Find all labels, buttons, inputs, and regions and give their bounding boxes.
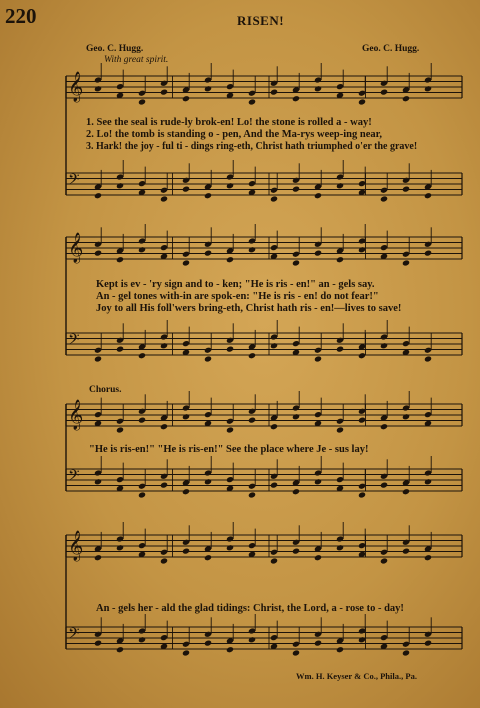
notehead <box>248 636 256 643</box>
lyric-line-1-2: 2. Lo! the tomb is standing o - pen, And the Ma-rys weep-ing near, <box>86 129 382 140</box>
notehead <box>226 646 234 653</box>
notehead <box>204 478 212 485</box>
composer-credit: Geo. C. Hugg. <box>362 44 420 54</box>
notehead <box>226 182 234 189</box>
notehead <box>94 192 102 199</box>
notehead <box>94 85 102 92</box>
notehead <box>402 186 410 193</box>
notehead <box>138 352 146 359</box>
notehead <box>270 89 278 96</box>
notehead <box>182 95 190 102</box>
notehead <box>292 548 300 555</box>
notehead <box>314 554 322 561</box>
notehead <box>270 195 278 202</box>
notehead <box>204 250 212 257</box>
notehead <box>314 355 322 362</box>
treble-clef-icon: 𝄞 <box>68 233 84 263</box>
notehead <box>402 548 410 555</box>
notehead <box>424 478 432 485</box>
notehead <box>402 259 410 266</box>
notehead <box>314 250 322 257</box>
bass-clef-icon: 𝄢 <box>68 171 80 192</box>
notehead <box>182 413 190 420</box>
notehead <box>358 98 366 105</box>
notehead <box>380 557 388 564</box>
notehead <box>380 89 388 96</box>
notehead <box>292 649 300 656</box>
notehead <box>402 413 410 420</box>
notehead <box>270 342 278 349</box>
notehead <box>424 192 432 199</box>
notehead <box>138 98 146 105</box>
notehead <box>402 649 410 656</box>
notehead <box>94 355 102 362</box>
notehead <box>226 544 234 551</box>
lyricist-credit: Geo. C. Hugg. <box>86 44 144 54</box>
notehead <box>94 250 102 257</box>
notehead <box>336 426 344 433</box>
hymn-title: RISEN! <box>237 13 285 28</box>
notehead <box>94 640 102 647</box>
notehead <box>204 554 212 561</box>
treble-clef-icon: 𝄞 <box>68 531 84 561</box>
notehead <box>270 557 278 564</box>
notehead <box>160 423 168 430</box>
notehead <box>380 423 388 430</box>
page-number: 220 <box>5 4 37 28</box>
treble-clef-icon: 𝄞 <box>68 72 84 102</box>
notehead <box>116 256 124 263</box>
notehead <box>358 636 366 643</box>
notehead <box>314 85 322 92</box>
notehead <box>116 346 124 353</box>
notehead <box>248 246 256 253</box>
notehead <box>336 256 344 263</box>
notehead <box>160 342 168 349</box>
notehead <box>292 186 300 193</box>
notehead <box>248 98 256 105</box>
notehead <box>248 417 256 424</box>
notehead <box>160 89 168 96</box>
notehead <box>182 186 190 193</box>
chorus-label: Chorus. <box>89 385 122 395</box>
notehead <box>424 554 432 561</box>
notehead <box>226 256 234 263</box>
notehead <box>138 417 146 424</box>
lyric-line-1-1: 1. See the seal is rude-ly brok-en! Lo! the stone is rolled a - way! <box>86 117 372 128</box>
notehead <box>380 342 388 349</box>
notehead <box>358 491 366 498</box>
bass-clef-icon: 𝄢 <box>68 625 80 646</box>
notehead <box>116 426 124 433</box>
notehead <box>270 423 278 430</box>
notehead <box>116 646 124 653</box>
notehead <box>424 355 432 362</box>
notehead <box>292 413 300 420</box>
notehead <box>182 259 190 266</box>
notehead <box>424 640 432 647</box>
notehead <box>402 95 410 102</box>
notehead <box>116 544 124 551</box>
notehead <box>138 246 146 253</box>
notehead <box>182 649 190 656</box>
notehead <box>160 195 168 202</box>
notehead <box>138 636 146 643</box>
notehead <box>380 482 388 489</box>
treble-clef-icon: 𝄞 <box>68 400 84 430</box>
notehead <box>204 192 212 199</box>
notehead <box>380 195 388 202</box>
notehead <box>358 246 366 253</box>
notehead <box>138 491 146 498</box>
notehead <box>182 488 190 495</box>
notehead <box>336 544 344 551</box>
notehead <box>336 346 344 353</box>
notehead <box>182 548 190 555</box>
notehead <box>292 488 300 495</box>
notehead <box>336 182 344 189</box>
notehead <box>204 640 212 647</box>
lyric-line-2-2: An - gel tones with-in are spok-en: "He is ris - en! do not fear!" <box>96 291 379 302</box>
notehead <box>160 557 168 564</box>
notehead <box>270 482 278 489</box>
notehead <box>116 182 124 189</box>
notehead <box>292 95 300 102</box>
notehead <box>94 478 102 485</box>
bass-clef-icon: 𝄢 <box>68 331 80 352</box>
notehead <box>358 417 366 424</box>
chorus-lyric-2: An - gels her - ald the glad tidings: Christ, the Lord, a - rose to - day! <box>96 603 404 614</box>
notehead <box>248 491 256 498</box>
notehead <box>94 554 102 561</box>
notehead <box>314 478 322 485</box>
notehead <box>402 488 410 495</box>
notehead <box>314 640 322 647</box>
notehead <box>424 85 432 92</box>
notehead <box>358 352 366 359</box>
notehead <box>248 352 256 359</box>
notehead <box>226 346 234 353</box>
publisher-imprint: Wm. H. Keyser & Co., Phila., Pa. <box>296 671 417 681</box>
notehead <box>292 259 300 266</box>
notehead <box>336 646 344 653</box>
notehead <box>204 85 212 92</box>
notehead <box>160 482 168 489</box>
notehead <box>424 250 432 257</box>
notehead <box>226 426 234 433</box>
notehead <box>204 355 212 362</box>
lyric-line-2-3: Joy to all His foll'wers bring-eth, Christ hath ris - en!—lives to save! <box>96 303 402 314</box>
notehead <box>314 192 322 199</box>
bass-clef-icon: 𝄢 <box>68 467 80 488</box>
tempo-marking: With great spirit. <box>104 55 169 65</box>
lyric-line-1-3: 3. Hark! the joy - ful ti - dings ring-eth, Christ hath triumphed o'er the grave! <box>86 141 418 152</box>
lyric-line-2-1: Kept is ev - 'ry sign and to - ken; "He is ris - en!" an - gels say. <box>96 279 375 290</box>
chorus-lyric-1: "He is ris-en!" "He is ris-en!" See the place where Je - sus lay! <box>89 444 369 455</box>
